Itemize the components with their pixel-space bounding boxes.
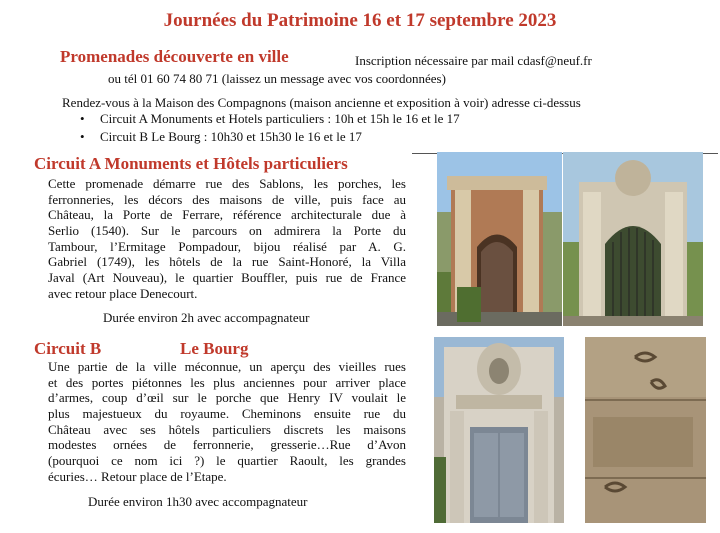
circuit-b-title [34,339,249,359]
inscription-text: Inscription nécessaire par mail cdasf@neuf.fr [355,53,592,68]
text-line: Château, la Porte de Ferrare, référence architecturale due à [48,207,406,223]
rendezvous-text: Rendez-vous à la Maison des Compagnons (maison ancienne et exposition à voir) adresse ci-dessus [62,95,581,110]
text-line: Gabriel (1749), les hôtels de la rue Saint-Honoré, la Villa [48,254,406,270]
bullet-item-circuit-a [80,111,460,127]
bullet-icon: • [80,129,85,144]
phone-text: ou tél 01 60 74 80 71 (laissez un message avec vos coordonnées) [108,71,446,86]
text-line: Tambour, l’Ermitage Pompadour, bijou réalisé par A. G. [48,238,406,254]
bullet-icon: • [80,111,85,126]
page-title: Journées du Patrimoine 16 et 17 septembre 2023 [163,10,557,31]
carved-stone-photo [585,337,706,523]
circuit-a-duration: Durée environ 2h avec accompagnateur [103,310,310,325]
text-line: Javal (Art Nouveau), le quartier Bouffler, puis rue de France [48,270,406,286]
carved-gate-photo [563,152,703,326]
text-line: modestes ornées de ferronnerie, gresserie…Rue d’Avon [48,437,406,453]
circuit-a-title: Circuit A Monuments et Hôtels particuliers [34,154,348,173]
text-line: et des portes piétonnes les plus anciennes pour arriver place [48,374,406,390]
text-line: Serlio (1540). Sur le parcours on admirera la Porte du [48,223,406,239]
bullet-text: Circuit A Monuments et Hotels particuliers : 10h et 15h le 16 et le 17 [100,111,460,126]
circuit-a-description [48,176,406,302]
bullet-text: Circuit B Le Bourg : 10h30 et 15h30 le 16 et le 17 [100,129,362,144]
circuit-b-duration: Durée environ 1h30 avec accompagnateur [88,494,308,509]
text-line: Une partie de la ville méconnue, un aperçu des vieilles rues [48,359,406,374]
text-line: plus majestueux du royaume. Cheminons ensuite rue du [48,406,406,422]
circuit-b-label: Circuit B [34,339,102,358]
text-line: avec retour place Denecourt. [48,285,198,301]
text-line: ferronneries, les décors des maisons de ville, puis face au [48,191,406,207]
text-line: d’armes, coup d’œil sur le porche que Henry IV voulait le [48,390,406,406]
text-line: Château avec ses hôtels particuliers discrets les maisons [48,421,406,437]
text-line: Cette promenade démarre rue des Sablons, les porches, les [48,176,406,191]
text-line: (pourquoi ce nom ici ?) le quartier Raoult, les grandes [48,453,406,469]
brick-portal-photo [437,152,562,326]
text-line: écuries… Retour place de l’Etape. [48,468,227,484]
circuit-b-name: Le Bourg [180,339,249,358]
niche-doorway-photo [434,337,564,523]
bullet-item-circuit-b [80,129,362,145]
promenades-title: Promenades découverte en ville [60,47,289,66]
circuit-b-description [48,359,406,485]
